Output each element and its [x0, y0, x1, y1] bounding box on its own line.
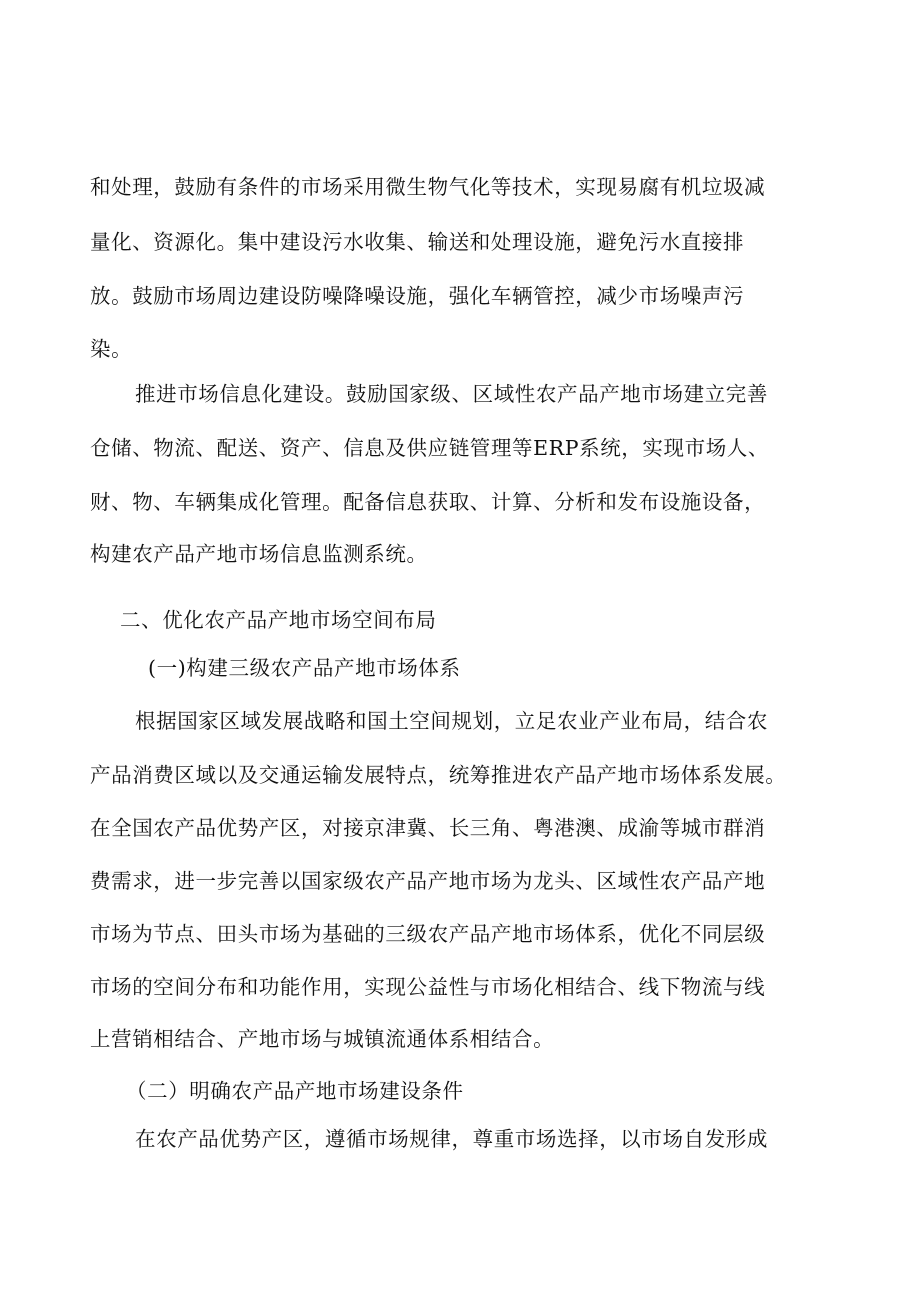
text-line: 构建农产品产地市场信息监测系统。 [90, 542, 428, 566]
text-line: 量化、资源化。集中建设污水收集、输送和处理设施，避免污水直接排 [90, 230, 745, 254]
text-line: 市场为节点、田头市场为基础的三级农产品产地市场体系，优化不同层级 [90, 922, 766, 946]
text-line: 仓储、物流、配送、资产、信息及供应链管理等ERP系统，实现市场人、 [90, 436, 769, 460]
text-line: 和处理，鼓励有条件的市场采用微生物气化等技术，实现易腐有机垃圾减 [90, 175, 766, 199]
text-line: 放。鼓励市场周边建设防噪降噪设施，强化车辆管控，减少市场噪声污 [90, 284, 745, 308]
subsection-heading: (一)构建三级农产品产地市场体系 [148, 656, 461, 680]
text-line: 在全国农产品优势产区，对接京津冀、长三角、粤港澳、成渝等城市群消 [90, 816, 766, 840]
text-line: 染。 [90, 337, 133, 361]
text-line: 财、物、车辆集成化管理。配备信息获取、计算、分析和发布设施设备， [90, 490, 766, 514]
text-line: 在农产品优势产区，遵循市场规律，尊重市场选择，以市场自发形成 [135, 1127, 768, 1151]
text-line: 产品消费区域以及交通运输发展特点，统筹推进农产品产地市场体系发展。 [90, 763, 787, 787]
text-line: 费需求，进一步完善以国家级农产品产地市场为龙头、区域性农产品产地 [90, 869, 766, 893]
text-line: 推进市场信息化建设。鼓励国家级、区域性农产品产地市场建立完善 [135, 382, 768, 406]
text-line: 根据国家区域发展战略和国土空间规划，立足农业产业布局，结合农 [135, 709, 768, 733]
text-line: 市场的空间分布和功能作用，实现公益性与市场化相结合、线下物流与线 [90, 975, 766, 999]
subsection-heading: （二）明确农产品产地市场建设条件 [126, 1079, 464, 1103]
text-line: 上营销相结合、产地市场与城镇流通体系相结合。 [90, 1027, 555, 1051]
section-heading: 二、优化农产品产地市场空间布局 [120, 608, 437, 632]
